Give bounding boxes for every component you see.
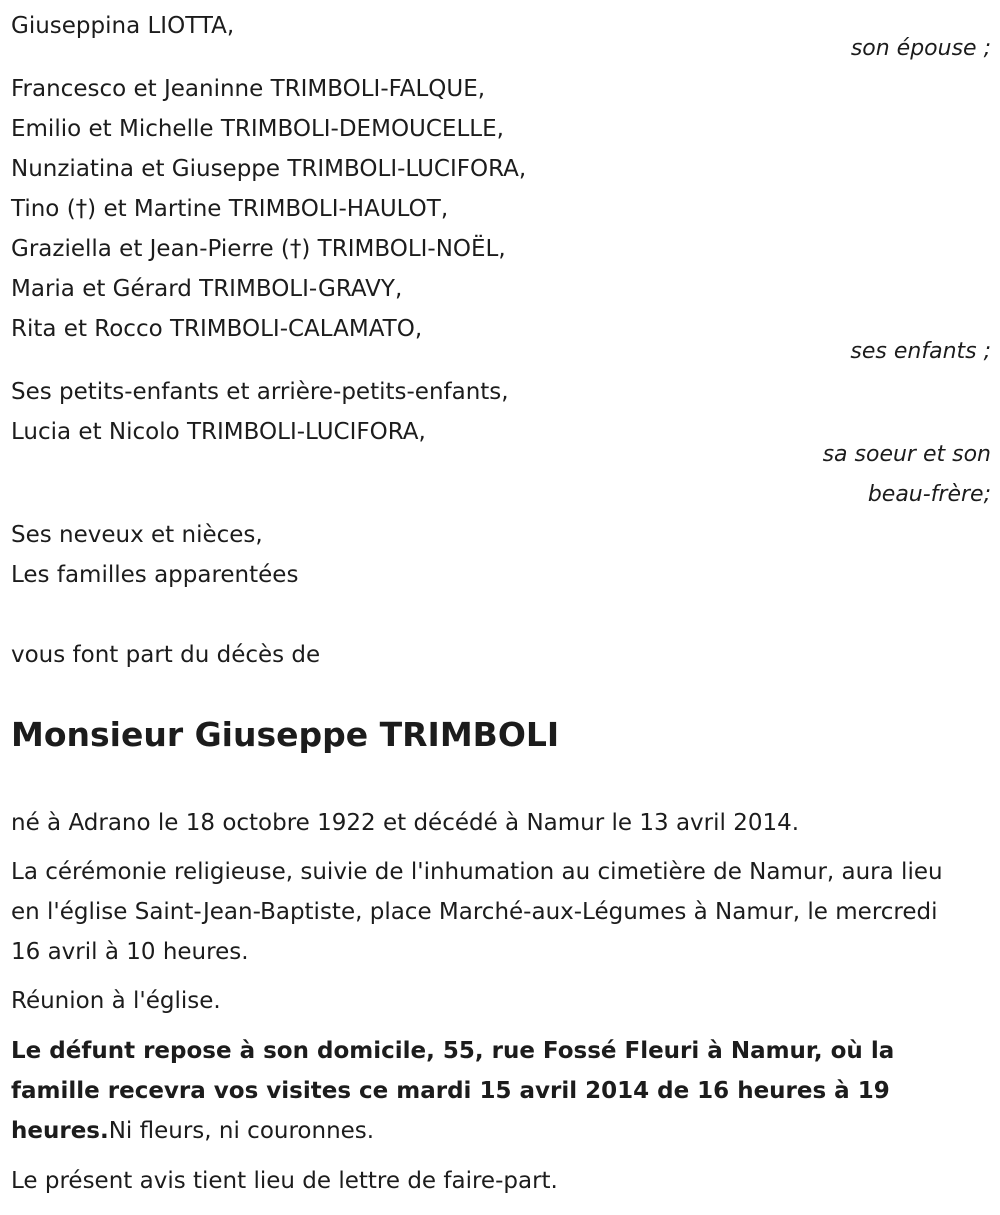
family-line: Lucia et Nicolo TRIMBOLI-LUCIFORA, — [11, 419, 426, 445]
siblings-role-line1: sa soeur et son — [822, 442, 991, 467]
children-role: ses enfants ; — [850, 339, 991, 364]
child-line: Emilio et Michelle TRIMBOLI-DEMOUCELLE, — [11, 116, 504, 142]
child-line: Francesco et Jeaninne TRIMBOLI-FALQUE, — [11, 76, 486, 102]
birth-death-text: né à Adrano le 18 octobre 1922 et décédé à Namur le 13 avril 2014. — [11, 810, 800, 836]
child-line: Tino (†) et Martine TRIMBOLI-HAULOT, — [11, 196, 449, 222]
child-line: Maria et Gérard TRIMBOLI-GRAVY, — [11, 276, 403, 302]
siblings-role-line2: beau-frère; — [867, 482, 991, 507]
child-line: Rita et Rocco TRIMBOLI-CALAMATO, — [11, 316, 423, 342]
others-list — [11, 515, 298, 595]
flowers-text: Ni fleurs, ni couronnes. — [108, 1118, 375, 1144]
meeting-text: Réunion à l'église. — [11, 988, 221, 1014]
child-line: Graziella et Jean-Pierre (†) TRIMBOLI-NOËL, — [11, 236, 506, 262]
children-list — [11, 69, 526, 349]
spouse-name: Giuseppina LIOTTA, — [11, 13, 235, 39]
closing-text: Le présent avis tient lieu de lettre de faire-part. — [11, 1168, 558, 1194]
family-line: Les familles apparentées — [11, 562, 299, 588]
announcement-text: vous font part du décès de — [11, 642, 321, 668]
deceased-name: Monsieur Giuseppe TRIMBOLI — [11, 715, 560, 754]
visits-paragraph — [11, 1031, 971, 1151]
family-line: Ses petits-enfants et arrière-petits-enfants, — [11, 379, 509, 405]
spouse-role: son épouse ; — [850, 36, 991, 61]
ceremony-text: La cérémonie religieuse, suivie de l'inhumation au cimetière de Namur, aura lieu en l'église Saint-Jean-Baptiste, place Marché-aux-Légumes à Namur, le mercredi 16 avril à 10 heures. — [11, 859, 943, 965]
child-line: Nunziatina et Giuseppe TRIMBOLI-LUCIFORA, — [11, 156, 527, 182]
siblings-list — [11, 372, 509, 452]
visits-text: Le défunt repose à son domicile, 55, rue Fossé Fleuri à Namur, où la famille recevra vos visites ce mardi 15 avril 2014 de 16 heures à 19 heures. — [11, 1038, 895, 1144]
family-line: Ses neveux et nièces, — [11, 522, 263, 548]
